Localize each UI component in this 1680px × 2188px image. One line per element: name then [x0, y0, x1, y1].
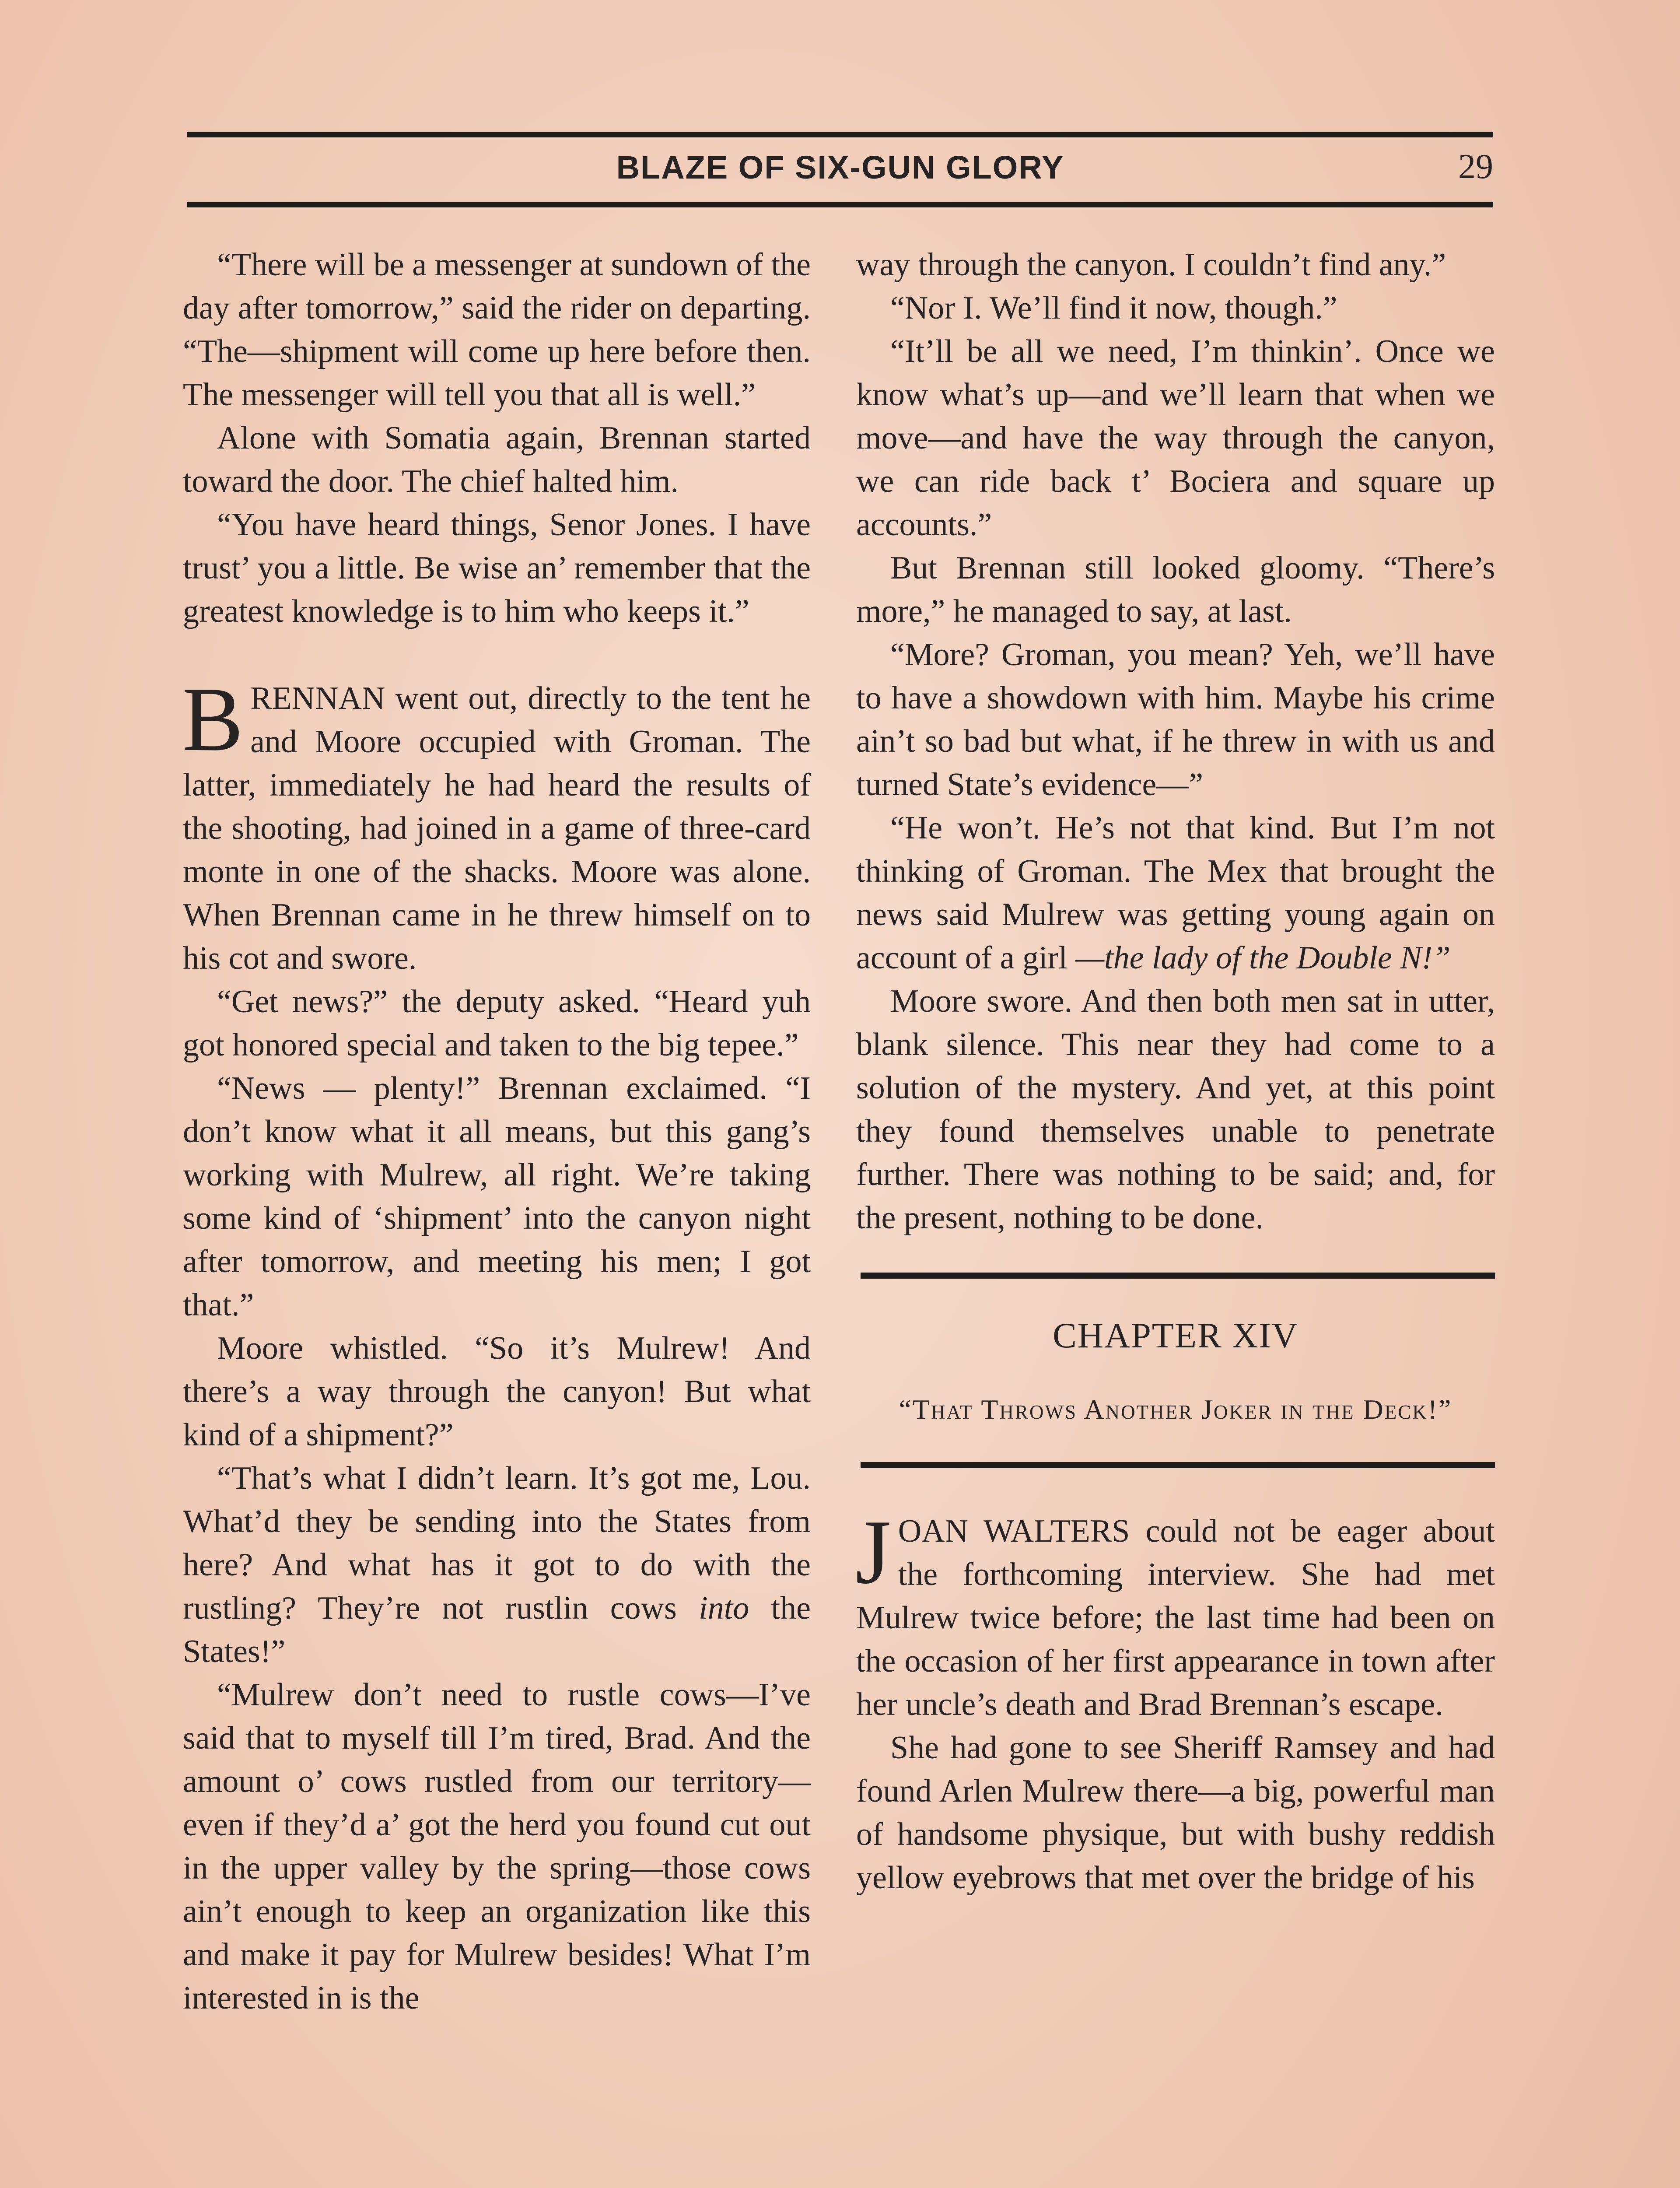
running-head: [187, 144, 1493, 193]
paragraph: “Nor I. We’ll find it now, though.”: [890, 290, 1337, 326]
drop-cap: B: [182, 669, 244, 770]
paragraph-text: RENNAN went out, directly to the tent he and Moore occupied with Groman. The latter, immediately he had heard the results of the shooting, had joined in a game of three-card monte in one of the shacks. Moore was alone. When Brennan came in he threw himself on to his cot and swore.: [183, 680, 811, 976]
chapter-rule-top: [861, 1273, 1495, 1279]
chapter-title: CHAPTER XIV: [1053, 1315, 1298, 1355]
header-top-rule: [187, 132, 1493, 137]
section-break: [183, 633, 811, 677]
left-column: [183, 243, 811, 2020]
text-run: the States!”: [183, 1590, 811, 1669]
paragraph: “It’ll be all we need, I’m thinkin’. Once we know what’s up—and we’ll learn that when we move—and have the way through the canyon, we can ride back t’ Bociera and square up accounts.”: [856, 333, 1495, 543]
paragraph: “News — plenty!” Brennan exclaimed. “I don’t know what it all means, but this gang’s working with Mulrew, all right. We’re taking some kind of ‘shipment’ into the canyon night after tomorrow, and meeting his men; I got that.”: [183, 1070, 811, 1323]
right-column: [856, 243, 1495, 1900]
paragraph: [183, 1457, 811, 1673]
chapter-rule-bottom: [861, 1462, 1495, 1468]
paragraph: Alone with Somatia again, Brennan started toward the door. The chief halted him.: [183, 420, 811, 499]
chapter-subtitle: “That Throws Another Joker in the Deck!”: [899, 1394, 1452, 1425]
paragraph: [856, 806, 1495, 980]
paragraph-text: OAN WALTERS could not be eager about the forthcoming interview. She had met Mulrew twice before; the last time had been on the occasion of her first appearance in town after her uncle’s death and Brad Brennan’s escape.: [856, 1513, 1495, 1722]
text-run: “He won’t. He’s not that kind. But I’m not thinking of Groman. The Mex that brought the news said Mulrew was getting young again on account of a girl: [856, 810, 1495, 976]
drop-cap: J: [855, 1501, 891, 1603]
paragraph: But Brennan still looked gloomy. “There’s more,” he managed to say, at last.: [856, 550, 1495, 629]
chapter-heading: [856, 1273, 1495, 1468]
paragraph: She had gone to see Sheriff Ramsey and had found Arlen Mulrew there—a big, powerful man of handsome physique, but with bushy reddish yellow eyebrows that met over the bridge of his: [856, 1730, 1495, 1896]
paragraph-dropcap: [182, 669, 811, 980]
italic-text: —the lady of the Double N!”: [1075, 940, 1451, 976]
italic-text: into: [699, 1590, 749, 1626]
paragraph: “More? Groman, you mean? Yeh, we’ll have to have a showdown with him. Maybe his crime ain’t so bad but what, if he threw in with us and turned State’s evidence—”: [856, 637, 1495, 803]
paragraph: “You have heard things, Senor Jones. I have trust’ you a little. Be wise an’ remember that the greatest knowledge is to him who keeps it.”: [183, 507, 811, 629]
paragraph: “Mulrew don’t need to rustle cows—I’ve said that to myself till I’m tired, Brad. And the amount o’ cows rustled from our territory—even if they’d a’ got the herd you found cut out in the upper valley by the spring—those cows ain’t enough to keep an organization like this and make it pay for Mulrew besides! What I’m interested in is the: [183, 1677, 811, 2016]
paragraph: way through the canyon. I couldn’t find any.”: [856, 247, 1446, 283]
paragraph: “Get news?” the deputy asked. “Heard yuh got honored special and taken to the big tepee.”: [183, 984, 811, 1063]
paragraph: “There will be a messenger at sundown of the day after tomorrow,” said the rider on departing. “The—shipment will come up here before then. The messenger will tell you that all is well.”: [183, 247, 811, 413]
paragraph: Moore whistled. “So it’s Mulrew! And there’s a way through the canyon! But what kind of a shipment?”: [183, 1330, 811, 1453]
paragraph-dropcap: [855, 1501, 1495, 1726]
page-number: 29: [1458, 147, 1493, 186]
running-title: BLAZE OF SIX-GUN GLORY: [616, 149, 1064, 186]
paragraph: Moore swore. And then both men sat in utter, blank silence. This near they had come to a solution of the mystery. And yet, at this point they found themselves unable to penetrate further. There was nothing to be said; and, for the present, nothing to be done.: [856, 983, 1495, 1236]
header-bottom-rule: [187, 202, 1493, 207]
text-run: “That’s what I didn’t learn. It’s got me, Lou. What’d they be sending into the States from here? And what has it got to do with the rustling? They’re not rustlin cows: [183, 1460, 811, 1626]
